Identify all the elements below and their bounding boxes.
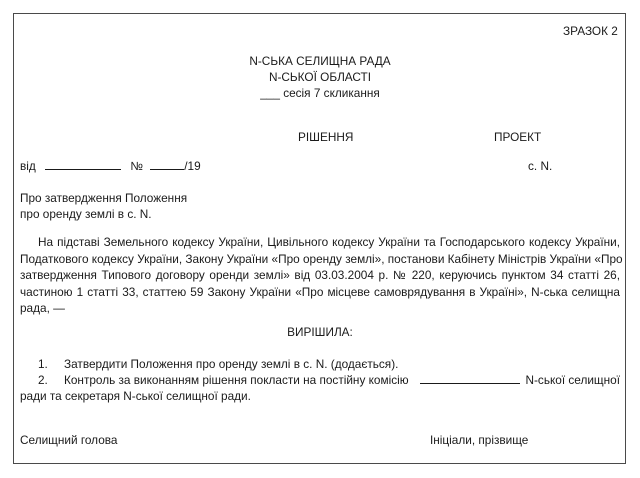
date-year: /19 <box>184 159 201 173</box>
preamble-line: затвердження Типового договору оренди землі» від 03.03.2004 р. № 220, керуючись пунктом 34 статті 26, <box>20 268 620 282</box>
item-2-continuation: ради та секретаря N-ської селищної ради. <box>20 389 251 403</box>
preamble-paragraph <box>20 234 623 317</box>
subject-line-1: Про затвердження Положення <box>20 191 188 205</box>
signature-name: Ініціали, прізвище <box>430 433 529 447</box>
session-line <box>0 85 640 101</box>
project-label: ПРОЕКТ <box>494 130 542 144</box>
place-label: с. N. <box>528 159 553 173</box>
item-2-number: 2. <box>38 373 48 387</box>
item-1-text: Затвердити Положення про оренду землі в с. N. (додається). <box>64 357 399 371</box>
item-2-text <box>64 372 620 388</box>
item-2-text-before: Контроль за виконанням рішення покласти на постійну комісію <box>64 373 409 387</box>
preamble-line: Податкового кодексу України, Закону України «Про оренду землі», постанови Кабінету Міністрів України «Про <box>20 251 623 266</box>
item-1-number: 1. <box>38 357 48 371</box>
number-sign: № <box>130 159 143 173</box>
decision-title: РІШЕННЯ <box>298 130 354 144</box>
resolved-heading: ВИРІШИЛА: <box>287 325 353 339</box>
sample-label: ЗРАЗОК 2 <box>563 24 618 38</box>
session-text: сесія 7 скликання <box>283 86 380 100</box>
commission-blank <box>420 372 520 384</box>
council-name: N-СЬКА СЕЛИЩНА РАДА <box>249 54 391 68</box>
preamble-line: На підставі Земельного кодексу України, Цивільного кодексу України та Господарського кодексу України, <box>38 235 620 249</box>
signature-position: Селищний голова <box>20 433 118 447</box>
number-blank <box>150 158 184 170</box>
subject-line-2: про оренду землі в с. N. <box>20 207 152 221</box>
date-line <box>20 158 201 174</box>
preamble-line: рада, — <box>20 301 65 315</box>
preamble-line: частиною 1 статті 33, статтею 59 Закону України «Про місцеве самоврядування в Україні», N-ська селищна <box>20 284 620 299</box>
date-from-label: від <box>20 159 36 173</box>
date-blank <box>45 158 121 170</box>
council-region: N-СЬКОЇ ОБЛАСТІ <box>268 70 372 84</box>
item-2-text-after: N-ської селищної <box>525 373 620 387</box>
session-blank: ___ <box>260 86 280 100</box>
